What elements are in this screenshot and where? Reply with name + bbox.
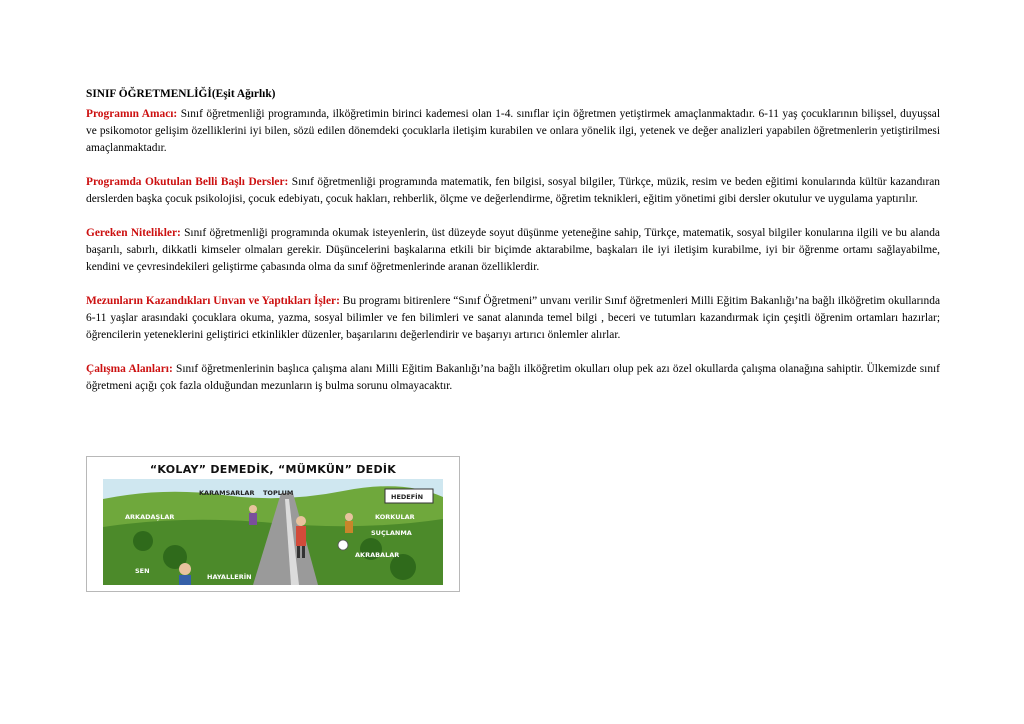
document-page <box>86 86 940 395</box>
section-program-aim <box>86 106 940 157</box>
label-hedefin: HEDEFİN <box>391 493 424 501</box>
section-graduates <box>86 293 940 344</box>
section-text: Sınıf öğretmenlerinin başlıca çalışma alanı Milli Eğitim Bakanlığı’na bağlı ilköğretim okulları olup pek azı özel okullarda çalışma olanağına sahiptir. Ülkemizde sınıf öğretmeni açığı çok fazla olduğundan mezunların iş bulma sorunu olmayacaktır. <box>86 363 940 392</box>
section-text: Sınıf öğretmenliği programında okumak isteyenlerin, üst düzeyde soyut düşünme yeteneğine sahip, Türkçe, matematik, sosyal bilgiler konularına ilgili ve bu alanda başarılı, sabırlı, dikkatli kimseler olmaları gerekir. Düşüncelerini başkalarına etkili bir biçimde aktarabilme, başkaları ile iyi iletişim kurabilme, iyi bir öğrenme ortamı sağlayabilme, kendini ve çevresindekileri geliştirme çabasında olma da sınıf öğretmenlerinde aranan özelliklerdir. <box>86 227 940 273</box>
label-suclanma: SUÇLANMA <box>371 529 412 537</box>
section-heading: Mezunların Kazandıkları Unvan ve Yaptıkları İşler: <box>86 295 340 307</box>
label-toplum: TOPLUM <box>263 489 294 497</box>
section-courses <box>86 174 940 208</box>
label-hayallerin: HAYALLERİN <box>207 573 252 581</box>
label-karamsarlar: KARAMSARLAR <box>199 489 255 497</box>
section-text: Bu programı bitirenlere “Sınıf Öğretmeni” unvanı verilir Sınıf öğretmenleri Milli Eğitim Bakanlığı’na bağlı ilköğretim okullarında 6-11 yaşlar arasındaki çocuklara okuma, yazma, sosyal bilimler ve fen bilimleri ve sanat alanında temel bilgi , beceri ve tutumları kazandırmak için çeşitli öğrenim ortamları hazırlar; öğrencilerin yeteneklerini geliştirici etkinlikler düzenler, başarılarını değerlendirir ve başarıyı artırıcı önlemler alırlar. <box>86 295 940 341</box>
cartoon-illustration <box>103 479 443 585</box>
section-work-areas <box>86 361 940 395</box>
label-korkular: KORKULAR <box>375 513 415 521</box>
label-arkadaslar: ARKADAŞLAR <box>125 513 175 521</box>
section-qualifications <box>86 225 940 276</box>
section-text: Sınıf öğretmenliği programında matematik, fen bilgisi, sosyal bilgiler, Türkçe, müzik, resim ve beden eğitimi konularında kültür kazandıran derslerden başka çocuk psikolojisi, çocuk edebiyatı, çocuk hakları, rehberlik, ölçme ve değerlendirme, öğretim teknikleri, eğitim yönetimi gibi dersler okutulur ve uygulama yaptırılır. <box>86 176 940 205</box>
section-heading: Gereken Nitelikler: <box>86 227 181 239</box>
page-title: SINIF ÖĞRETMENLİĞİ(Eşit Ağırlık) <box>86 88 276 100</box>
cartoon-banner: “KOLAY” DEMEDİK, “MÜMKÜN” DEDİK <box>149 463 397 476</box>
section-heading: Programın Amacı: <box>86 108 178 120</box>
section-text: Sınıf öğretmenliği programında, ilköğretimin birinci kademesi olan 1-4. sınıflar için öğretmen yetiştirmek amaçlanmaktadır. 6-11 yaş çocuklarının bilişsel, duyuşsal ve psikomotor gelişim özelliklerini iyi bilen, sözü edilen dönemdeki çocuklarla iletişim kurabilen ve onlara yönelik ilgi, yetenek ve değer analizleri yapabilen öğretmenlerin yetiştirilmesi amaçlanmaktadır. <box>86 108 940 154</box>
label-akrabalar: AKRABALAR <box>355 551 400 559</box>
section-heading: Çalışma Alanları: <box>86 363 173 375</box>
cartoon-figure <box>86 456 460 592</box>
section-heading: Programda Okutulan Belli Başlı Dersler: <box>86 176 289 188</box>
label-sen: SEN <box>135 567 150 575</box>
